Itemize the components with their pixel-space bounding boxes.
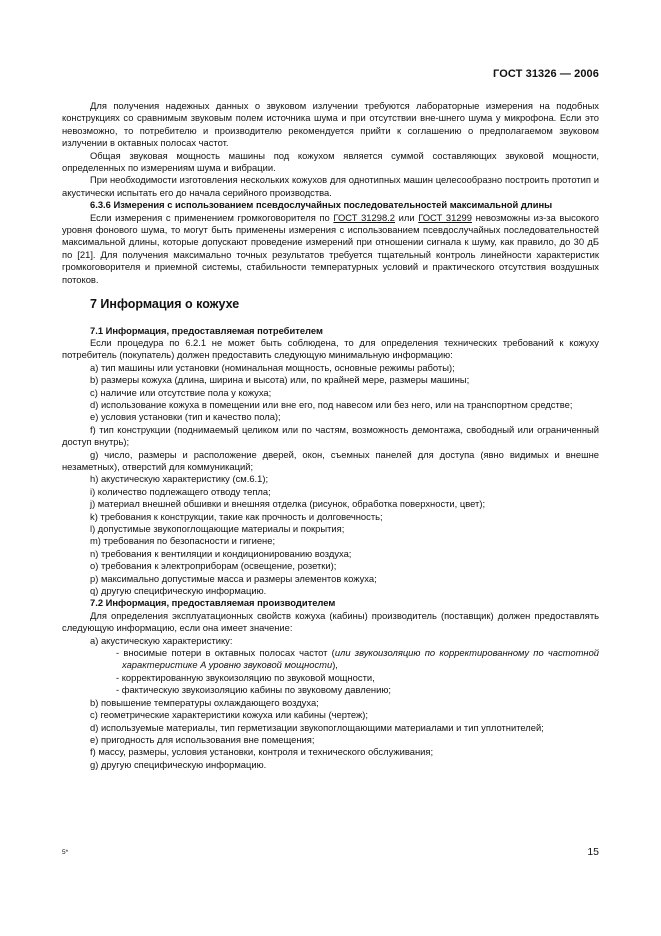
list-item: p) максимально допустимые масса и размеры элементов кожуха; — [90, 572, 377, 584]
list-item: j) материал внешней обшивки и внешняя отделка (рисунок, обработка поверхности, цвет); — [90, 498, 486, 510]
list-item: m) требования по безопасности и гигиене; — [90, 535, 276, 547]
italic-text: или звукоизоляцию по корректированному по частотной характеристике A уровню звуковой мощности — [122, 647, 600, 671]
list-item: c) геометрические характеристики кожуха или кабины (чертеж); — [90, 709, 369, 721]
paragraph — [62, 212, 599, 286]
list-item: i) количество подлежащего отводу тепла; — [90, 485, 271, 497]
text-run: Если измерения с применением громкоговорителя по — [90, 211, 334, 223]
list-7-2 — [62, 697, 599, 771]
section-heading-7: 7 Информация о кожухе — [90, 297, 240, 312]
list-item: c) наличие или отсутствие пола у кожуха; — [90, 386, 272, 398]
paragraph: Для определения эксплуатационных свойств кожуха (кабины) производитель (поставщик) должен предоставлять следующую информацию, если она имеет значение: — [62, 609, 599, 634]
list-item: f) тип конструкции (поднимаемый целиком или по частям, возможность демонтажа, свободный или ограниченный доступ внутрь); — [62, 423, 599, 448]
sub-list-item: - корректированную звукоизоляцию по звуковой мощности, — [116, 671, 375, 683]
subsection-heading-6-3-6: 6.3.6 Измерения с использованием псевдослучайных последовательностей максимальной длины — [90, 199, 553, 211]
text-run: или — [394, 211, 419, 223]
standard-link-31299[interactable]: ГОСТ 31299 — [418, 211, 472, 223]
paragraph: Если процедура по 6.2.1 не может быть соблюдена, то для определения технических требований к кожуху потребитель (покупатель) должен предоставить следующую минимальную информацию: — [62, 336, 599, 361]
paragraph: Общая звуковая мощность машины под кожухом является суммой составляющих звуковой мощности, определенных по измерениям шума и вибрации. — [62, 149, 599, 174]
subsection-heading-7-2: 7.2 Информация, предоставляемая производителем — [90, 597, 336, 609]
subsection-heading-7-1: 7.1 Информация, предоставляемая потребителем — [90, 324, 323, 336]
document-body — [62, 100, 599, 771]
document-header: ГОСТ 31326 — 2006 — [493, 68, 599, 80]
list-item: q) другую специфическую информацию. — [90, 585, 267, 597]
list-item: g) другую специфическую информацию. — [90, 758, 267, 770]
text-run: - вносимые потери в октавных полосах частот ( — [116, 647, 335, 659]
list-item: k) требования к конструкции, такие как прочность и долговечность; — [90, 510, 383, 522]
text-run: невозможны из-за высокого уровня фонового шума, то могут быть применены измерения с использованием псевдослучайных последовательностей максимальной длины, которые допускают проведение измерений при отношении сигнала к шуму, как правило, до 30 дБ по [21]. Для получения максимально точных результатов требуется тщательный контроль линейности характеристик громкоговорителя и приемной системы, стабильности температурных условий и практического отсутствия воздушных потоков. — [62, 211, 599, 285]
list-item: g) число, размеры и расположение дверей, окон, съемных панелей для доступа (явно видимых и внешне незаметных), отверстий для коммуникаций; — [62, 448, 599, 472]
text-run: ), — [332, 659, 338, 671]
list-item: e) пригодность для использования вне помещения; — [90, 733, 315, 745]
list-item: b) повышение температуры охлаждающего воздуха; — [90, 696, 319, 708]
list-item: h) акустическую характеристику (см.6.1); — [90, 473, 269, 485]
list-item: e) условия установки (тип и качество пола); — [90, 411, 281, 423]
list-item: l) допустимые звукопоглощающие материалы и покрытия; — [90, 523, 345, 534]
list-7-1 — [62, 362, 599, 598]
standard-link-31298-2[interactable]: ГОСТ 31298.2 — [333, 211, 395, 223]
list-item: a) тип машины или установки (номинальная мощность, основные режимы работы); — [90, 361, 455, 373]
list-item: d) используемые материалы, тип герметизации звукопоглощающими материалами и тип уплотнителей; — [90, 721, 544, 733]
list-item: f) массу, размеры, условия установки, контроля и технического обслуживания; — [90, 746, 434, 758]
list-item: o) требования к электроприборам (освещение, розетки); — [90, 560, 337, 572]
sub-list-item: - фактическую звукоизоляцию кабины по звуковому давлению; — [116, 684, 391, 696]
list-item: a) акустическую характеристику: — [90, 634, 233, 646]
sub-list-item — [62, 647, 599, 672]
list-item: d) использование кожуха в помещении или вне его, под навесом или без него, или на транспортном средстве; — [90, 398, 573, 410]
paragraph: Для получения надежных данных о звуковом излучении требуются лабораторные измерения на подобных конструкциях со сравнимым звуковым полем источника шума и при отсутствии вне-шнего шума у микрофона. Если это невозможно, то потребителю и производителю рекомендуется прийти к соглашению о предполагаемом звуковом излучении в октавных полосах частот. — [62, 100, 599, 149]
list-item: n) требования к вентиляции и кондиционированию воздуха; — [90, 547, 352, 559]
list-item: b) размеры кожуха (длина, ширина и высота) или, по крайней мере, размеры машины; — [90, 374, 470, 386]
page-number: 15 — [587, 846, 599, 858]
paragraph: При необходимости изготовления нескольких кожухов для однотипных машин целесообразно построить прототип и акустически испытать его до начала серийного производства. — [62, 174, 599, 198]
sheet-mark: 5* — [62, 849, 69, 856]
